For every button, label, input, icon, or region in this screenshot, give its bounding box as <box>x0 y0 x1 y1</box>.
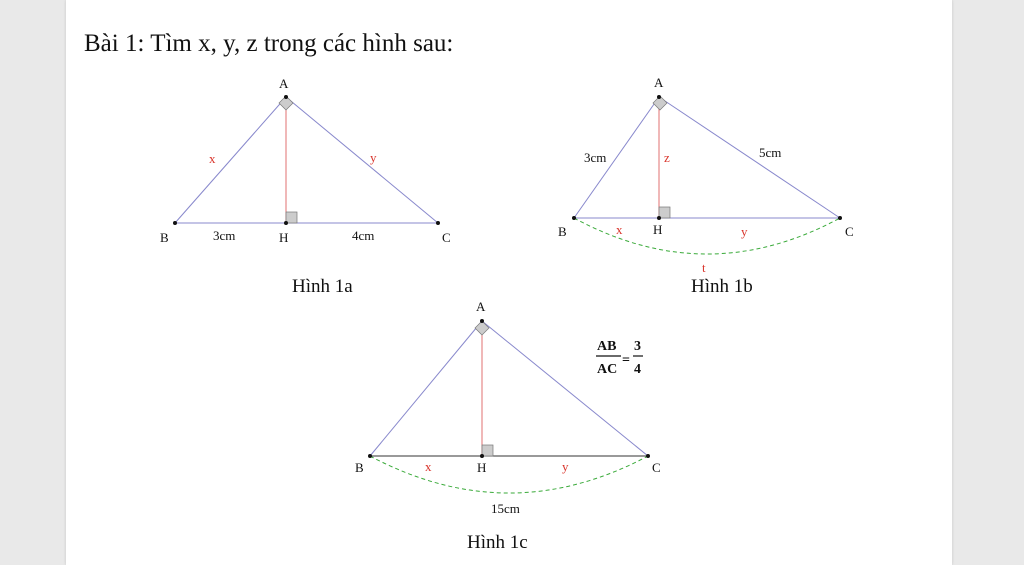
side-ac <box>286 97 438 223</box>
label-y: y <box>741 224 748 239</box>
right-angle-mark-a <box>475 321 489 335</box>
ratio-equals: = <box>622 353 630 368</box>
side-ab <box>370 321 482 456</box>
label-y: y <box>370 150 377 165</box>
vertex-label-a: A <box>279 76 289 91</box>
ratio-numerator-right: 3 <box>634 339 641 354</box>
vertex-label-b: B <box>558 224 567 239</box>
caption-1a: Hình 1a <box>292 276 353 297</box>
label-x: x <box>616 222 623 237</box>
point-b <box>572 216 576 220</box>
figure-1a <box>160 76 451 297</box>
figure-1b <box>558 75 854 297</box>
vertex-label-a: A <box>654 75 664 90</box>
side-ac <box>482 321 648 456</box>
label-x: x <box>209 151 216 166</box>
label-ac: 5cm <box>759 145 782 160</box>
right-angle-mark-h <box>659 207 670 218</box>
label-bc: 15cm <box>491 501 520 516</box>
ratio-denominator-left: AC <box>597 362 618 377</box>
side-ab <box>175 97 286 223</box>
point-h <box>657 216 661 220</box>
label-x: x <box>425 459 432 474</box>
point-h <box>284 221 288 225</box>
point-b <box>173 221 177 225</box>
point-a <box>480 319 484 323</box>
exercise-title: Bài 1: Tìm x, y, z trong các hình sau: <box>84 30 454 57</box>
arc-bc <box>574 218 840 254</box>
vertex-label-h: H <box>653 222 663 237</box>
vertex-label-h: H <box>477 460 487 475</box>
label-z: z <box>664 150 670 165</box>
vertex-label-a: A <box>476 299 486 314</box>
vertex-label-h: H <box>279 230 289 245</box>
figure-1c <box>355 299 661 553</box>
side-ac <box>659 97 840 218</box>
point-c <box>646 454 650 458</box>
point-c <box>838 216 842 220</box>
right-angle-mark-h <box>482 445 493 456</box>
label-ab: 3cm <box>584 150 607 165</box>
vertex-label-c: C <box>442 230 451 245</box>
caption-1b: Hình 1b <box>691 276 753 297</box>
label-y: y <box>562 459 569 474</box>
right-angle-mark-h <box>286 212 297 223</box>
label-bh: 3cm <box>213 228 236 243</box>
point-c <box>436 221 440 225</box>
vertex-label-c: C <box>845 224 854 239</box>
arc-bc <box>370 456 648 493</box>
vertex-label-b: B <box>160 230 169 245</box>
vertex-label-b: B <box>355 460 364 475</box>
point-a <box>657 95 661 99</box>
point-a <box>284 95 288 99</box>
label-hc: 4cm <box>352 228 375 243</box>
ratio-denominator-right: 4 <box>634 362 641 377</box>
vertex-label-c: C <box>652 460 661 475</box>
ratio-ab-ac <box>596 339 643 377</box>
ratio-numerator-left: AB <box>597 339 617 354</box>
label-t: t <box>702 260 706 275</box>
point-h <box>480 454 484 458</box>
caption-1c: Hình 1c <box>467 532 528 553</box>
point-b <box>368 454 372 458</box>
